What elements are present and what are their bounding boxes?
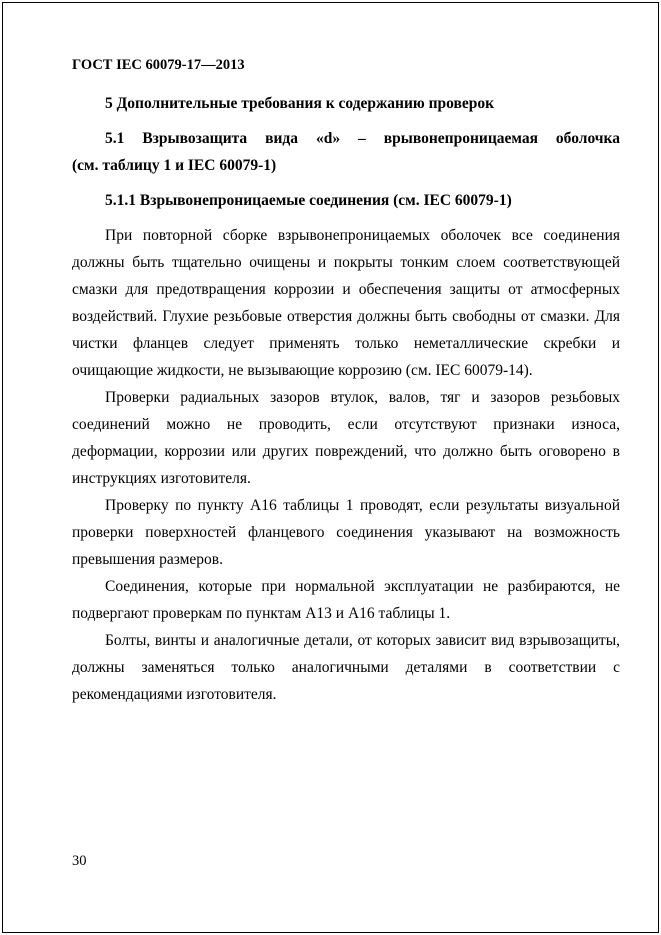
doc-number: ГОСТ IEC 60079-17—2013 (72, 57, 245, 73)
section-5-1-title-line-1: 5.1 Взрывозащита вида «d» – врывонепроницаемая оболочка (105, 130, 620, 147)
section-5-1-1-title: 5.1.1 Взрывонепроницаемые соединения (см. IEC 60079-1) (105, 192, 512, 209)
paragraph-non-disassembled-joints: Соединения, которые при нормальной эксплуатации не разбираются, не подвергают проверкам по пунктам А13 и А16 таблицы 1. (72, 578, 620, 622)
section-5-title: 5 Дополнительные требования к содержанию проверок (105, 95, 495, 112)
paragraph-a16-check: Проверку по пункту А16 таблицы 1 проводят, если результаты визуальной проверки поверхностей фланцевого соединения указывают на возможность превышения размеров. (72, 497, 620, 568)
section-5-1-title (72, 125, 620, 179)
paragraph-radial-gaps: Проверки радиальных зазоров втулок, валов, тяг и зазоров резьбовых соединений можно не проводить, если отсутствуют признаки износа, деформации, коррозии или других повреждений, что должно быть оговорено в инструкциях изготовителя. (72, 389, 620, 487)
section-5-1-title-line-2: (см. таблицу 1 и IEC 60079-1) (72, 157, 277, 174)
paragraph-reassembly: При повторной сборке взрывонепроницаемых оболочек все соединения должны быть тщательно очищены и покрыты тонким слоем соответствующей смазки для предотвращения коррозии и обеспечения защиты от атмосферных воздействий. Глухие резьбовые отверстия должны быть свободны от смазки. Для чистки фланцев следует применять только неметаллические скребки и очищающие жидкости, не вызывающие коррозию (см. IEC 60079-14). (72, 227, 620, 379)
page-content (72, 56, 620, 708)
paragraph-bolts-replacement: Болты, винты и аналогичные детали, от которых зависит вид взрывозащиты, должны заменяться только аналогичными деталями в соответствии с рекомендациями изготовителя. (72, 632, 620, 703)
page-number: 30 (72, 853, 87, 869)
